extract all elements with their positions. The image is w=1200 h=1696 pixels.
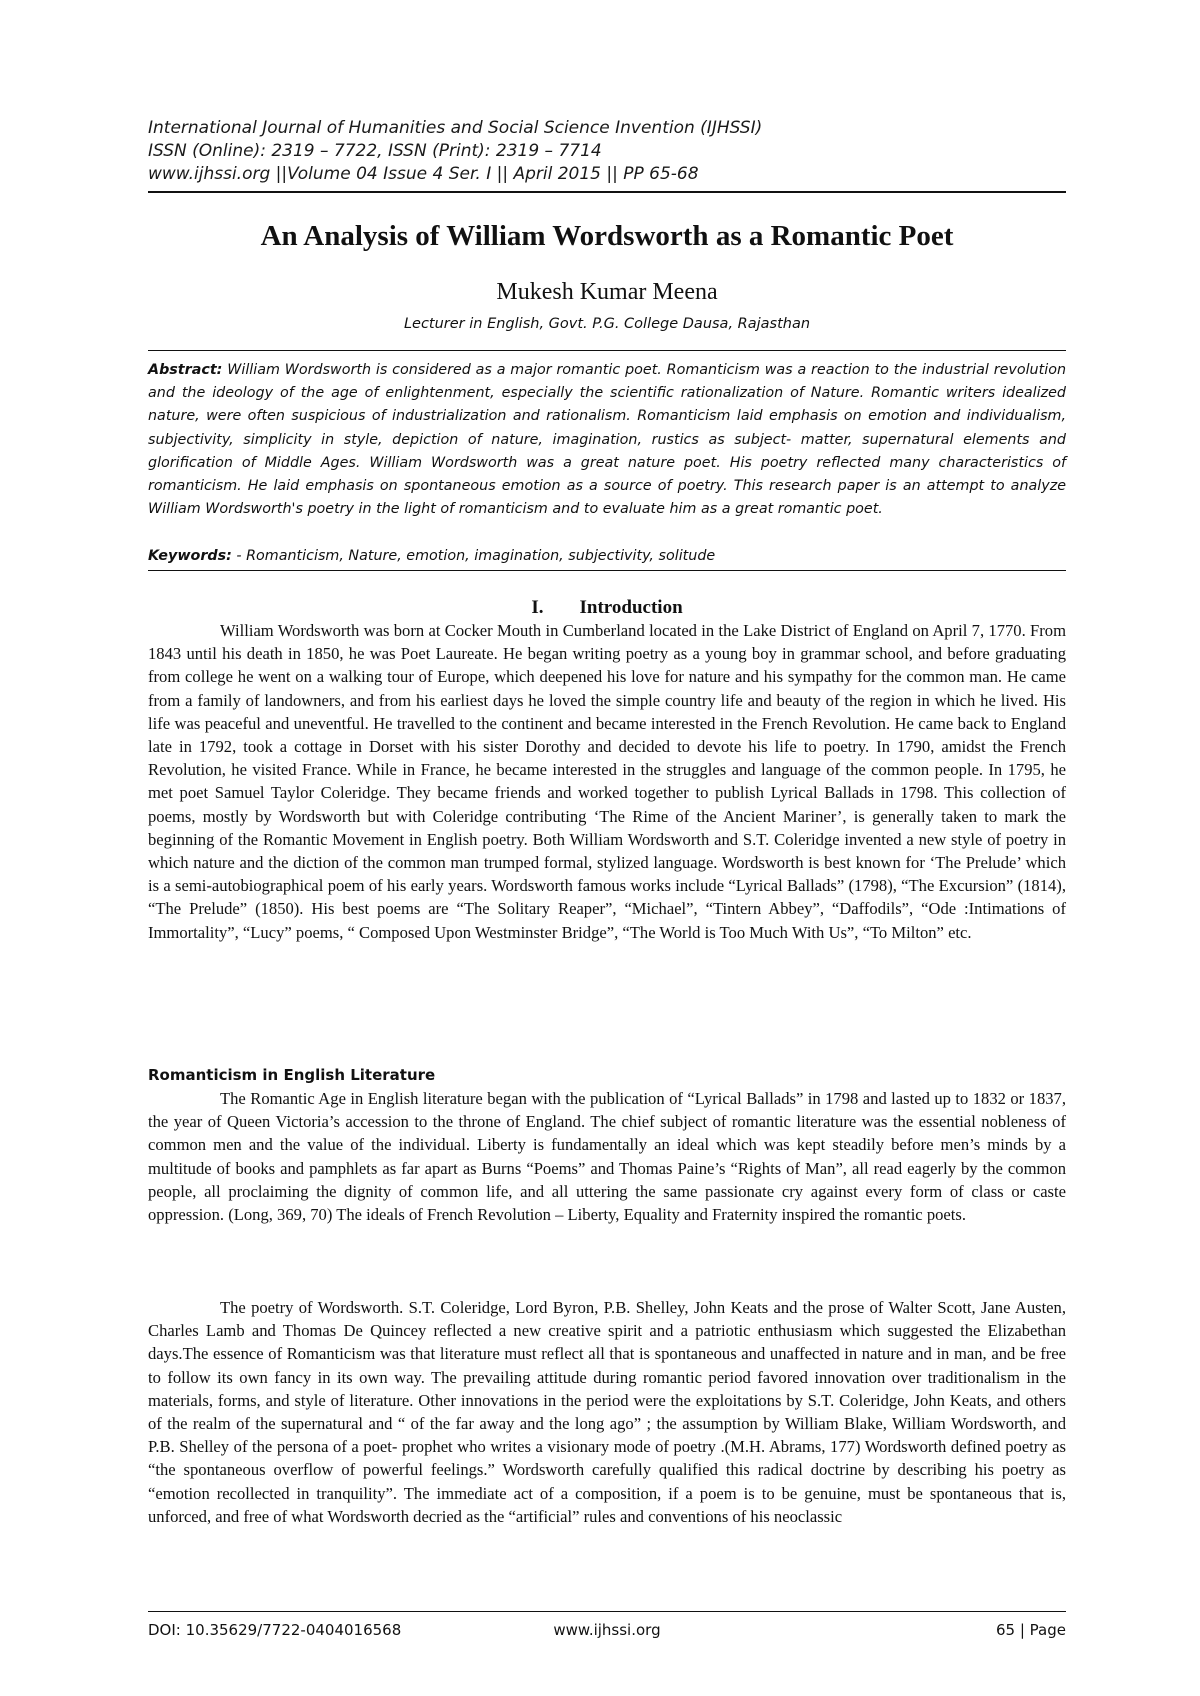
keywords bbox=[148, 545, 1066, 567]
page-footer bbox=[148, 1619, 1066, 1643]
footer-doi: DOI: 10.35629/7722-0404016568 bbox=[148, 1621, 402, 1639]
journal-issn: ISSN (Online): 2319 – 7722, ISSN (Print): 2319 – 7714 bbox=[148, 141, 602, 161]
abstract-label: Abstract: bbox=[148, 362, 223, 378]
footer-rule bbox=[148, 1611, 1066, 1612]
keywords-label: Keywords: bbox=[148, 548, 232, 564]
journal-header bbox=[148, 117, 1066, 186]
journal-name: International Journal of Humanities and Social Science Invention (IJHSSI) bbox=[148, 118, 763, 138]
section-title: Introduction bbox=[579, 597, 683, 618]
section-heading-introduction bbox=[148, 596, 1066, 620]
abstract-text: William Wordsworth is considered as a major romantic poet. Romanticism was a reaction to the industrial revolution and the ideology of the age of enlightenment, especially the scientific rationalization of Nature. Romantic writers idealized nature, were often suspicious of industrialization and rationalism. Romanticism laid emphasis on emotion and individualism, subjectivity, simplicity in style, depiction of nature, imagination, rustics as subject- matter, supernatural elements and glorification of Middle Ages. William Wordsworth was a great nature poet. His poetry reflected many characteristics of romanticism. He laid emphasis on spontaneous emotion as a source of poetry. This research paper is an attempt to analyze William Wordsworth's poetry in the light of romanticism and to evaluate him as a great romantic poet. bbox=[148, 362, 1066, 518]
romanticism-paragraph-2: The poetry of Wordsworth. S.T. Coleridge, Lord Byron, P.B. Shelley, John Keats and the prose of Walter Scott, Jane Austen, Charles Lamb and Thomas De Quincey reflected a new creative spirit and a patriotic enthusiasm which suggested the Elizabethan days.The essence of Romanticism was that literature must reflect all that is spontaneous and unaffected in nature and in man, and be free to follow its own fancy in its own way. The prevailing attitude during romantic period favored innovation over traditionalism in the materials, forms, and style of literature. Other innovations in the period were the exploitations by S.T. Coleridge, John Keats, and others of the realm of the supernatural and “ of the far away and the long ago” ; the assumption by William Blake, William Wordsworth, and P.B. Shelley of the persona of a poet- prophet who writes a visionary mode of poetry .(M.H. Abrams, 177) Wordsworth defined poetry as “the spontaneous overflow of powerful feelings.” Wordsworth carefully qualified this radical doctrine by describing his poetry as “emotion recollected in tranquility”. The immediate act of a composition, if a poem is to be genuine, must be spontaneous that is, unforced, and free of what Wordsworth decried as the “artificial” rules and conventions of his neoclassic bbox=[148, 1298, 1066, 1526]
abstract bbox=[148, 359, 1066, 521]
author-affiliation: Lecturer in English, Govt. P.G. College Dausa, Rajasthan bbox=[403, 316, 811, 332]
footer-site: www.ijhssi.org bbox=[553, 1621, 661, 1639]
abstract-bottom-rule bbox=[148, 570, 1066, 571]
section-number: I. bbox=[531, 597, 544, 618]
keywords-text: - Romanticism, Nature, emotion, imagination, subjectivity, solitude bbox=[236, 548, 716, 564]
author-name: Mukesh Kumar Meena bbox=[496, 279, 718, 305]
header-rule bbox=[148, 191, 1066, 193]
abstract-top-rule bbox=[148, 350, 1066, 351]
subsection-heading-romanticism: Romanticism in English Literature bbox=[148, 1066, 436, 1084]
footer-page-number: 65 | Page bbox=[996, 1621, 1066, 1639]
journal-volume: www.ijhssi.org ||Volume 04 Issue 4 Ser. I || April 2015 || PP 65-68 bbox=[148, 164, 699, 184]
romanticism-paragraph-1: The Romantic Age in English literature began with the publication of “Lyrical Ballads” in 1798 and lasted up to 1832 or 1837, the year of Queen Victoria’s accession to the throne of England. The chief subject of romantic literature was the essential nobleness of common men and the value of the individual. Liberty is fundamentally an ideal which was kept steadily before men’s minds by a multitude of books and pamphlets as far apart as Burns “Poems” and Thomas Paine’s “Rights of Man”, all read eagerly by the common people, all proclaiming the dignity of common life, and all uttering the same passionate cry against every form of class or caste oppression. (Long, 369, 70) The ideals of French Revolution – Liberty, Equality and Fraternity inspired the romantic poets. bbox=[148, 1089, 1066, 1225]
paper-title: An Analysis of William Wordsworth as a Romantic Poet bbox=[260, 220, 954, 252]
introduction-paragraph: William Wordsworth was born at Cocker Mouth in Cumberland located in the Lake District of England on April 7, 1770. From 1843 until his death in 1850, he was Poet Laureate. He began writing poetry as a young boy in grammar school, and before graduating from college he went on a walking tour of Europe, which deepened his love for nature and his sympathy for the common man. He came from a family of landowners, and from his earliest days he loved the simple country life and beauty of the region in which he lived. His life was peaceful and uneventful. He travelled to the continent and became interested in the French Revolution. He came back to England late in 1792, took a cottage in Dorset with his sister Dorothy and decided to devote his life to poetry. In 1790, amidst the French Revolution, he visited France. While in France, he became interested in the struggles and language of the common people. In 1795, he met poet Samuel Taylor Coleridge. They became friends and worked together to publish Lyrical Ballads in 1798. This collection of poems, mostly by Wordsworth but with Coleridge contributing ‘The Rime of the Ancient Mariner’, is generally taken to mark the beginning of the Romantic Movement in English poetry. Both William Wordsworth and S.T. Coleridge invented a new style of poetry in which nature and the diction of the common man trumped formal, stylized language. Wordsworth is best known for ‘The Prelude’ which is a semi-autobiographical poem of his early years. Wordsworth famous works include “Lyrical Ballads” (1798), “The Excursion” (1814), “The Prelude” (1850). His best poems are “The Solitary Reaper”, “Michael”, “Tintern Abbey”, “Daffodils”, “Ode :Intimations of Immortality”, “Lucy” poems, “ Composed Upon Westminster Bridge”, “The World is Too Much With Us”, “To Milton” etc. bbox=[148, 621, 1066, 942]
